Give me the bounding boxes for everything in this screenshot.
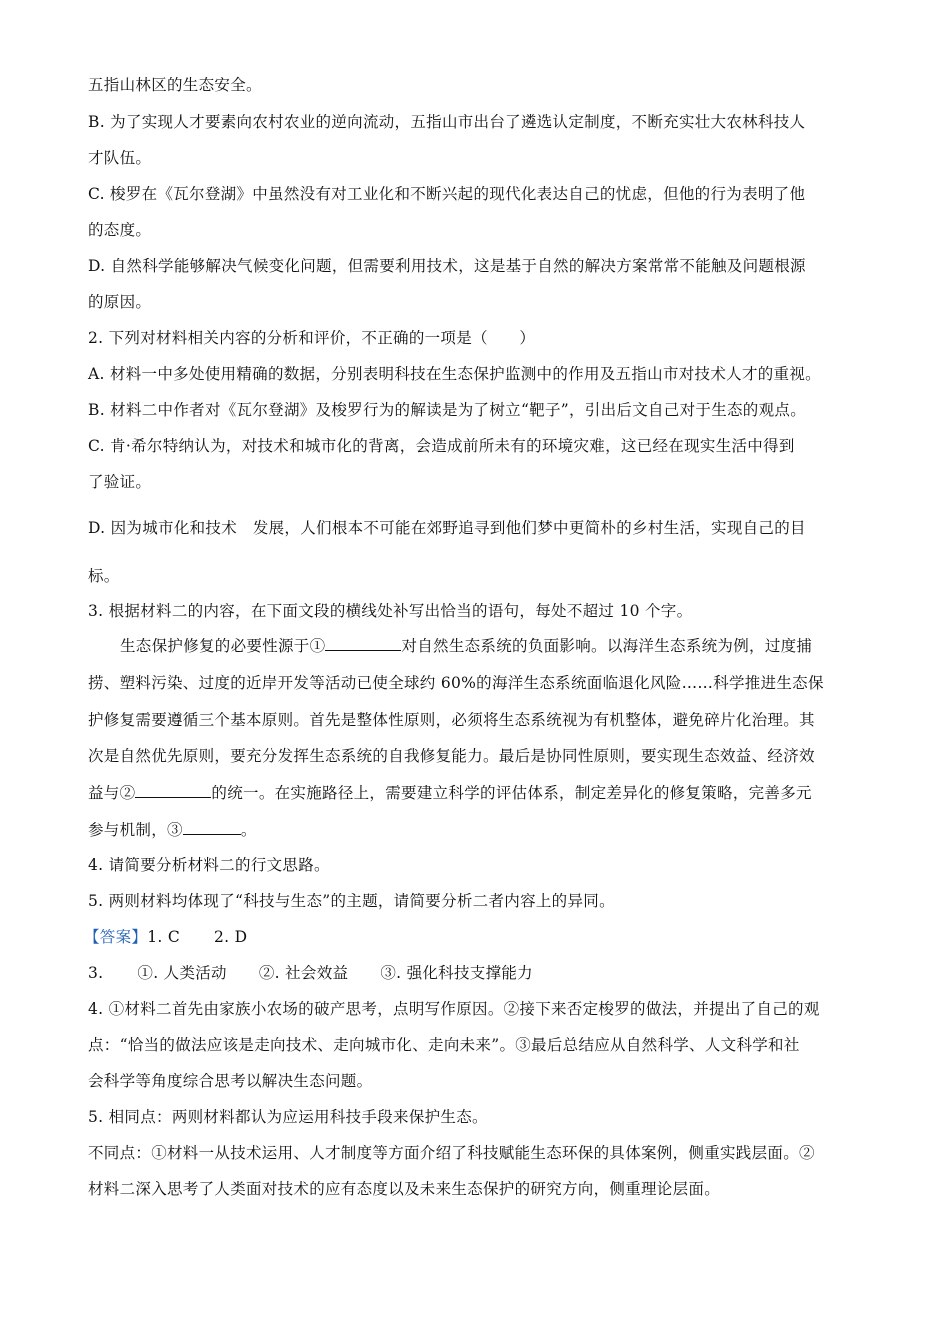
text-line: 了验证。 [88,473,152,491]
passage-line [88,820,257,840]
passage-line: 捞、塑料污染、过度的近岸开发等活动已使全球约 60%的海洋生态系统面临退化风险……科学推进生态保 [88,674,824,692]
passage-line: 护修复需要遵循三个基本原则。首先是整体性原则，必须将生态系统视为有机整体，避免碎片化治理。其 [88,711,815,729]
question-2: 2. 下列对材料相关内容的分析和评价，不正确的一项是（ ） [88,329,536,347]
answer-5-line: 不同点：①材料一从技术运用、人才制度等方面介绍了科技赋能生态环保的具体案例，侧重实践层面。② [88,1144,815,1162]
blank-3 [183,820,241,835]
answer-4-line: 4. ①材料二首先由家族小农场的破产思考，点明写作原因。②接下来否定梭罗的做法，并提出了自己的观 [88,1000,820,1018]
answer-tag: 【答案】 [84,928,148,946]
text-line: 的态度。 [88,221,152,239]
answer-3-item-2: ②. 社会效益 [258,964,349,982]
q2-option-d: D. 因为城市化和技术 发展，人们根本不可能在郊野追寻到他们梦中更简朴的乡村生活，实现自己的目 [88,519,806,537]
answer-3-number: 3. [88,964,104,982]
blank-mark-2: ② [119,784,136,802]
q2-option-c: C. 肯·希尔特纳认为，对技术和城市化的背离，会造成前所未有的环境灾难，这已经在现实生活中得到 [88,437,795,455]
option-c: C. 梭罗在《瓦尔登湖》中虽然没有对工业化和不断兴起的现代化表达自己的忧虑，但他的行为表明了他 [88,185,806,203]
blank-mark-1: ① [309,637,326,655]
answer-5-line: 材料二深入思考了人类面对技术的应有态度以及未来生态保护的研究方向，侧重理论层面。 [88,1180,721,1198]
passage-text: 的统一。在实施路径上，需要建立科学的评估体系，制定差异化的修复策略，完善多元 [211,784,812,802]
blank-mark-3: ③ [167,821,183,839]
blank-2 [135,783,211,798]
answer-line [84,927,247,947]
answer-3-line [88,963,533,983]
answer-2: 2. D [213,928,248,946]
passage-line: 次是自然优先原则，要充分发挥生态系统的自我修复能力。最后是协同性原则，要实现生态效益、经济效 [88,747,815,765]
answer-3-item-3: ③. 强化科技支撑能力 [380,964,533,982]
question-5: 5. 两则材料均体现了“科技与生态”的主题，请简要分析二者内容上的异同。 [88,892,615,910]
answer-4-line: 点：“恰当的做法应该是走向技术、走向城市化、走向未来”。③最后总结应从自然科学、人文科学和社 [88,1036,800,1054]
passage-line [120,636,812,656]
passage-text: 参与机制， [88,821,168,839]
answer-4-line: 会科学等角度综合思考以解决生态问题。 [88,1072,373,1090]
question-3: 3. 根据材料二的内容，在下面文段的横线处补写出恰当的语句，每处不超过 10 个字。 [88,602,693,620]
passage-line [88,783,812,803]
question-4: 4. 请简要分析材料二的行文思路。 [88,856,330,874]
text-line: 的原因。 [88,293,152,311]
passage-text: 生态保护修复的必要性源于 [120,637,310,655]
passage-text: 益与 [88,784,120,802]
answer-5-line: 5. 相同点：两则材料都认为应运用科技手段来保护生态。 [88,1108,488,1126]
answer-3-item-1: ①. 人类活动 [137,964,227,982]
passage-text: 对自然生态系统的负面影响。以海洋生态系统为例，过度捕 [401,637,813,655]
text-line: 标。 [88,567,120,585]
q2-option-b: B. 材料二中作者对《瓦尔登湖》及梭罗行为的解读是为了树立“靶子”，引出后文自己对于生态的观点。 [88,401,806,419]
blank-1 [325,636,401,651]
passage-text: 。 [240,821,257,839]
text-line: 五指山林区的生态安全。 [88,76,262,94]
option-d: D. 自然科学能够解决气候变化问题，但需要利用技术，这是基于自然的解决方案常常不能触及问题根源 [88,257,806,275]
answer-1: 1. C [147,928,180,946]
option-b: B. 为了实现人才要素向农村农业的逆向流动，五指山市出台了遴选认定制度，不断充实壮大农林科技人 [88,113,806,131]
text-line: 才队伍。 [88,149,152,167]
q2-option-a: A. 材料一中多处使用精确的数据，分别表明科技在生态保护监测中的作用及五指山市对技术人才的重视。 [88,365,821,383]
